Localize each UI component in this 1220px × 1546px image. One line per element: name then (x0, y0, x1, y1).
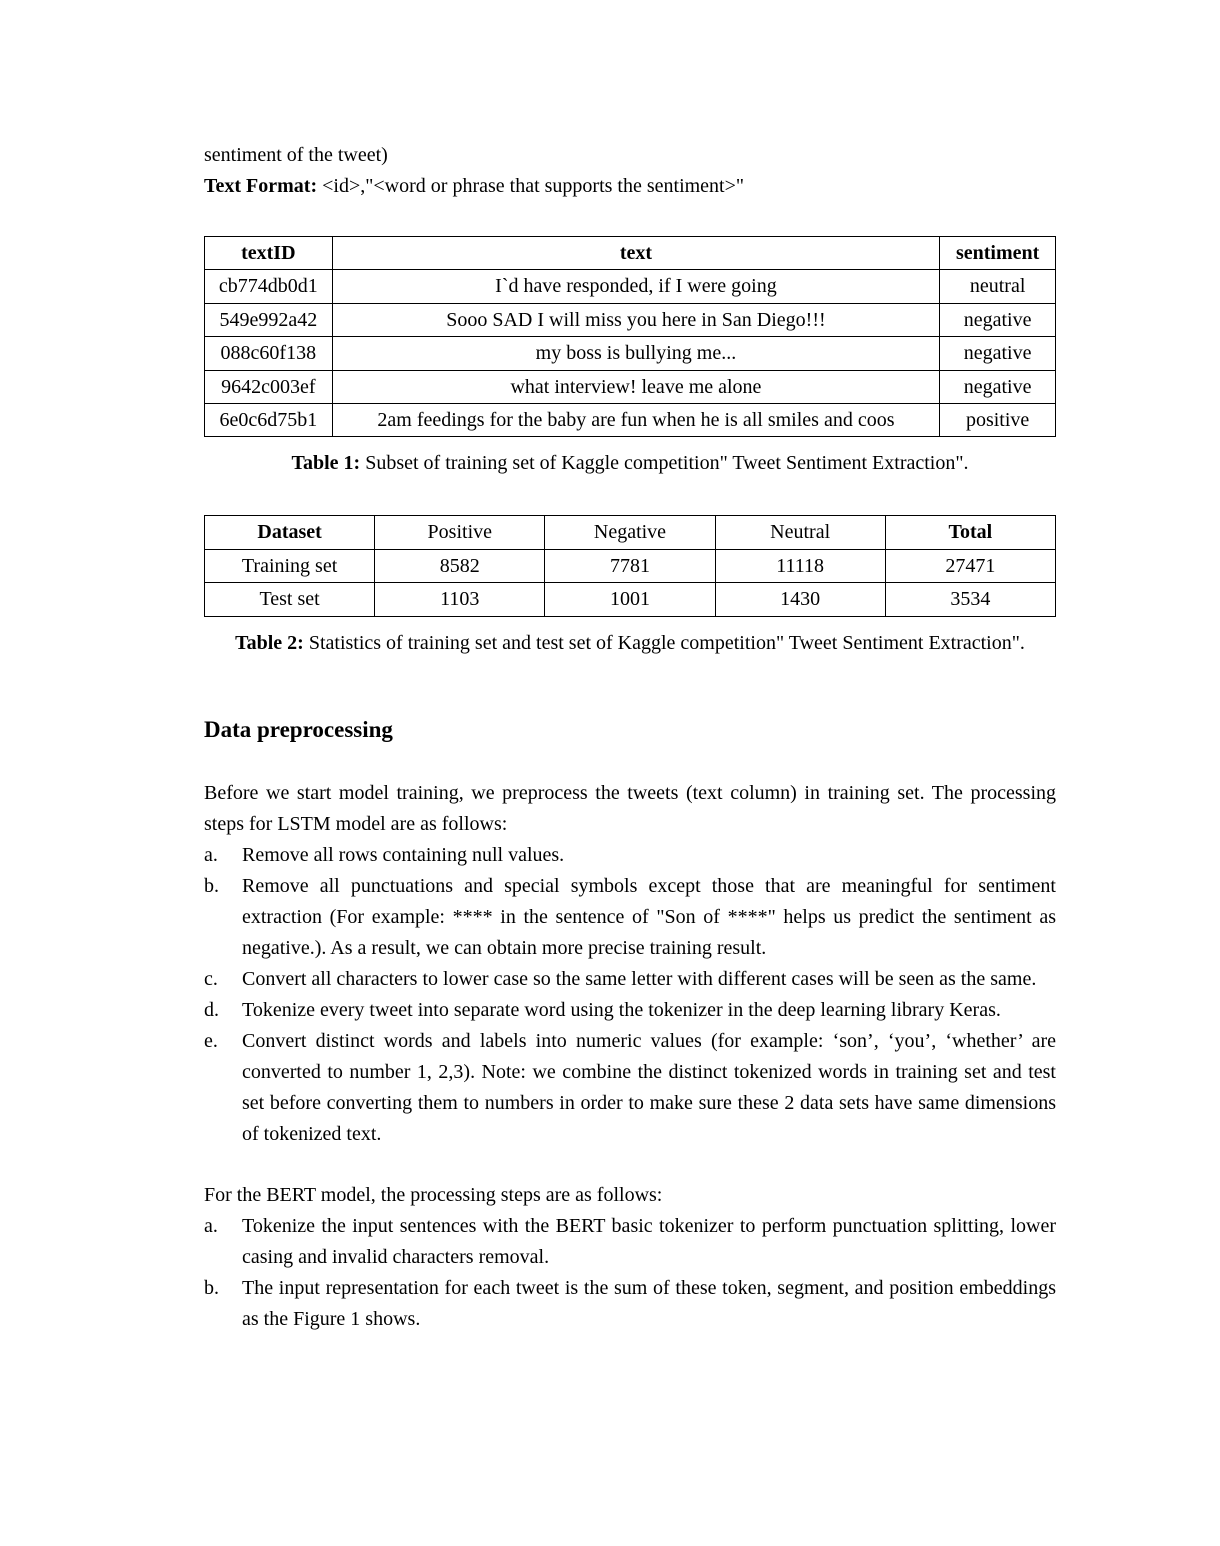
table-header: Total (885, 516, 1055, 549)
list-item-marker: a. (204, 1215, 218, 1238)
table-cell: Training set (205, 549, 375, 582)
list-item-text: Tokenize every tweet into separate word using the tokenizer in the deep learning library Keras. (242, 999, 1001, 1022)
bert-steps-list (204, 1211, 1056, 1335)
dataset-stats-table (204, 515, 1056, 616)
table2-caption (204, 628, 1056, 659)
table-row (205, 403, 1056, 436)
table-cell: negative (940, 337, 1056, 370)
list-item-text: Tokenize the input sentences with the BERT basic tokenizer to perform punctuation splitting, lower casing and invalid characters removal. (242, 1215, 1056, 1269)
list-item-text: The input representation for each tweet is the sum of these token, segment, and position embeddings as the Figure 1 shows. (242, 1277, 1056, 1331)
table-row (205, 337, 1056, 370)
table-cell: 9642c003ef (205, 370, 333, 403)
table-cell: my boss is bullying me... (332, 337, 940, 370)
tweet-sample-table (204, 236, 1056, 437)
table-row (205, 270, 1056, 303)
table-header-row (205, 516, 1056, 549)
table-cell: cb774db0d1 (205, 270, 333, 303)
table-cell: 088c60f138 (205, 337, 333, 370)
intro-text: sentiment of the tweet) (204, 144, 388, 166)
table-cell: Test set (205, 583, 375, 616)
list-item (204, 840, 1056, 871)
text-format-line (204, 171, 1056, 202)
table1-caption (204, 448, 1056, 479)
table-header: Dataset (205, 516, 375, 549)
list-item-marker: b. (204, 1277, 219, 1300)
table-header: Positive (375, 516, 545, 549)
list-item-text: Convert all characters to lower case so the same letter with different cases will be seen as the same. (242, 968, 1037, 991)
table-row (205, 303, 1056, 336)
table1-caption-text: Subset of training set of Kaggle competition" Tweet Sentiment Extraction". (360, 452, 969, 475)
list-item-text: Remove all rows containing null values. (242, 844, 565, 867)
table-header: text (332, 237, 940, 270)
list-item-marker: d. (204, 999, 219, 1022)
table-header-row (205, 237, 1056, 270)
table-row (205, 583, 1056, 616)
text-format-value: <id>,"<word or phrase that supports the sentiment>" (317, 175, 745, 197)
table-row (205, 370, 1056, 403)
table-cell: negative (940, 370, 1056, 403)
text-format-label: Text Format: (204, 175, 318, 197)
list-item-marker: b. (204, 875, 219, 898)
list-item-text: Convert distinct words and labels into numeric values (for example: ‘son’, ‘you’, ‘whether’ are converted to number 1, 2,3). Note: we combine the distinct tokenized words in training set and test set before converting them to numbers in order to make sure these 2 data sets have same dimensions of tokenized text. (242, 1030, 1056, 1146)
list-item-marker: a. (204, 844, 218, 867)
table-row (205, 549, 1056, 582)
table-cell: 2am feedings for the baby are fun when he is all smiles and coos (332, 403, 940, 436)
list-item (204, 1211, 1056, 1273)
list-item-marker: c. (204, 968, 218, 991)
table-cell: 8582 (375, 549, 545, 582)
table-header: Neutral (715, 516, 885, 549)
table-cell: 1430 (715, 583, 885, 616)
table-cell: 11118 (715, 549, 885, 582)
table-cell: positive (940, 403, 1056, 436)
table-cell: I`d have responded, if I were going (332, 270, 940, 303)
list-item (204, 871, 1056, 964)
table-cell: 3534 (885, 583, 1055, 616)
paragraph: For the BERT model, the processing steps are as follows: (204, 1184, 663, 1207)
table-header: sentiment (940, 237, 1056, 270)
table2-caption-label: Table 2: (235, 631, 304, 654)
table-cell: 7781 (545, 549, 715, 582)
table2-caption-text: Statistics of training set and test set of Kaggle competition" Tweet Sentiment Extraction". (303, 631, 1025, 654)
table-header: Negative (545, 516, 715, 549)
table-cell: 549e992a42 (205, 303, 333, 336)
table-cell: Sooo SAD I will miss you here in San Diego!!! (332, 303, 940, 336)
section-heading: Data preprocessing (204, 716, 393, 742)
table-cell: neutral (940, 270, 1056, 303)
table-cell: negative (940, 303, 1056, 336)
list-item-text: Remove all punctuations and special symbols except those that are meaningful for sentiment extraction (For example: **** in the sentence of "Son of ****" helps us predict the sentiment as negative.). As a result, we can obtain more precise training result. (242, 875, 1056, 960)
list-item-marker: e. (204, 1030, 218, 1053)
table1-caption-label: Table 1: (291, 452, 361, 475)
lstm-steps-list (204, 840, 1056, 1150)
table-cell: 27471 (885, 549, 1055, 582)
list-item (204, 1273, 1056, 1335)
table-cell: 6e0c6d75b1 (205, 403, 333, 436)
list-item (204, 995, 1056, 1026)
table-cell: 1103 (375, 583, 545, 616)
paragraph: Before we start model training, we preprocess the tweets (text column) in training set. The processing steps for LSTM model are as follows: (204, 782, 1056, 836)
list-item (204, 964, 1056, 995)
table-header: textID (205, 237, 333, 270)
list-item (204, 1026, 1056, 1150)
table-cell: 1001 (545, 583, 715, 616)
table-cell: what interview! leave me alone (332, 370, 940, 403)
